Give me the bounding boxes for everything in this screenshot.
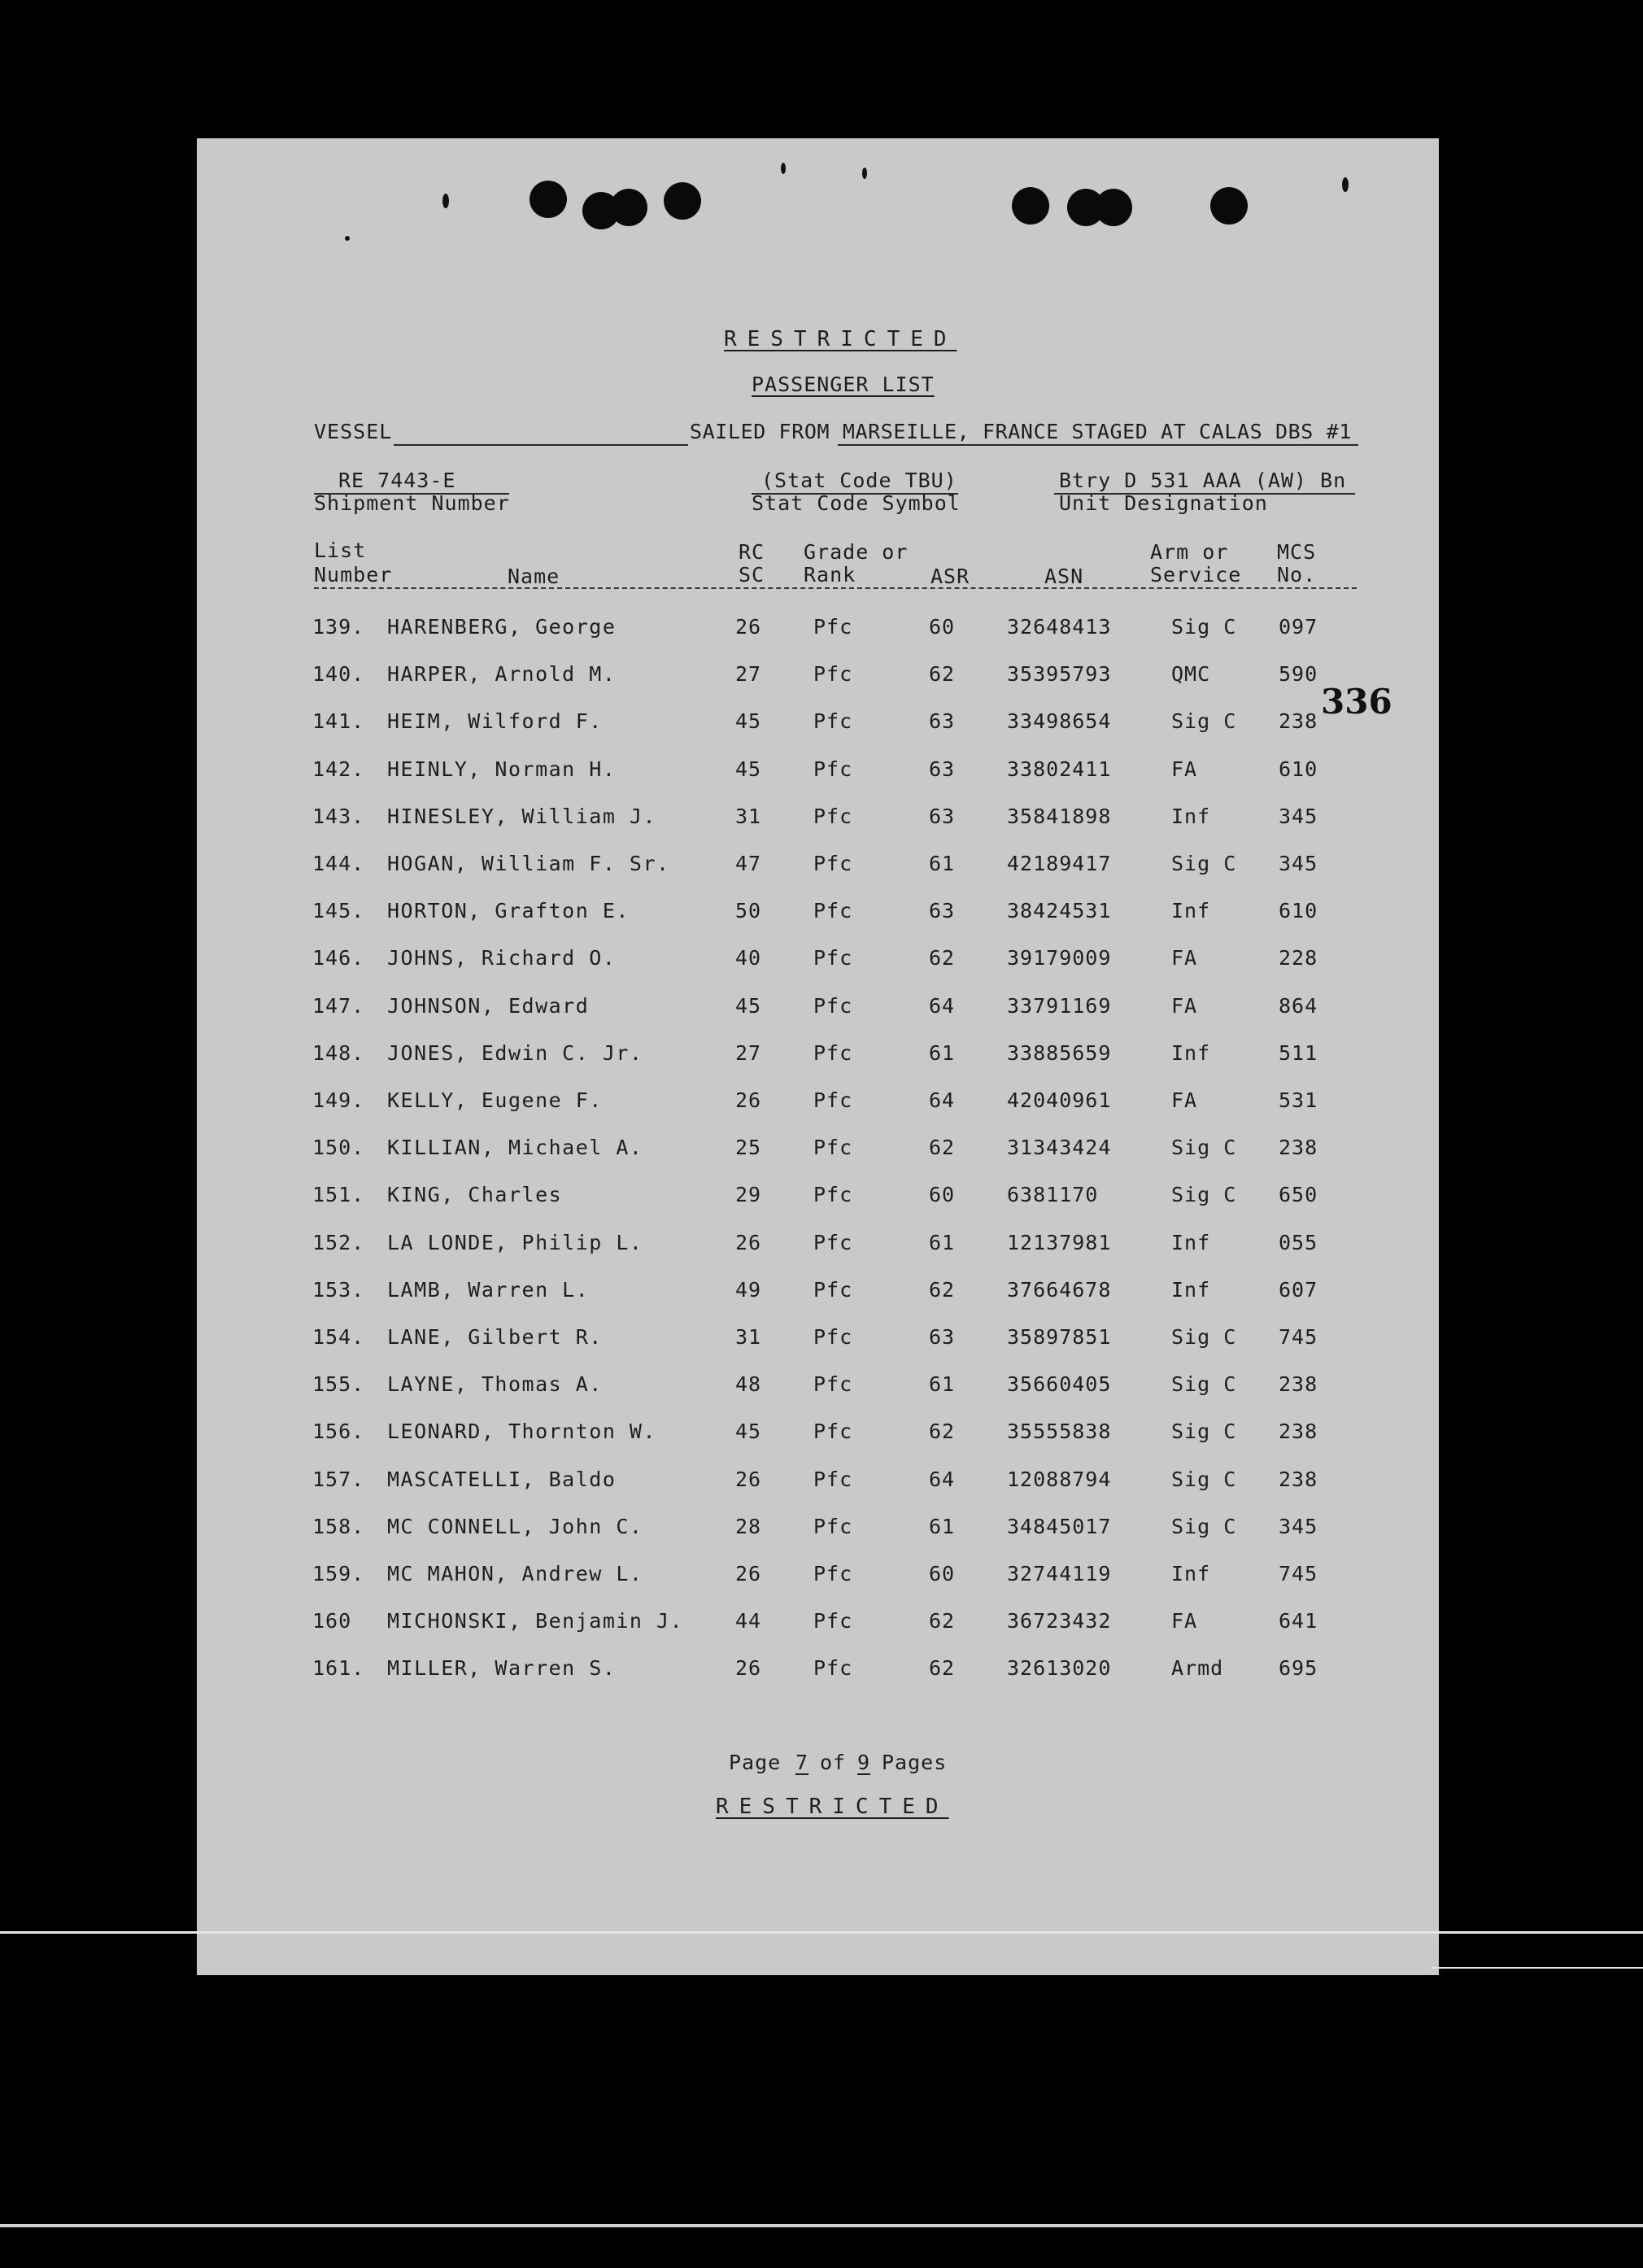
- speck: [1342, 177, 1349, 192]
- punch-hole: [1210, 187, 1248, 225]
- row-mcs-number: 610: [1279, 757, 1318, 781]
- row-rc-sc: 25: [735, 1136, 762, 1159]
- scan-line: [0, 1931, 1643, 1934]
- row-name: MASCATELLI, Baldo: [387, 1468, 617, 1491]
- row-asr: 62: [929, 1609, 956, 1633]
- row-mcs-number: 238: [1279, 1372, 1318, 1396]
- row-arm-service: Sig C: [1171, 1325, 1237, 1349]
- row-asn: 33498654: [1007, 709, 1112, 733]
- row-list-number: 156.: [312, 1420, 365, 1443]
- row-name: HARPER, Arnold M.: [387, 662, 617, 686]
- row-asn: 12088794: [1007, 1468, 1112, 1491]
- row-grade: Pfc: [813, 1183, 853, 1206]
- sailed-from-line: SAILED FROM MARSEILLE, FRANCE STAGED AT CALAS DBS #1: [690, 420, 1352, 443]
- row-list-number: 139.: [312, 615, 365, 639]
- row-grade: Pfc: [813, 1088, 853, 1112]
- row-asr: 62: [929, 946, 956, 970]
- row-mcs-number: 228: [1279, 946, 1318, 970]
- row-asn: 42189417: [1007, 852, 1112, 875]
- row-mcs-number: 590: [1279, 662, 1318, 686]
- col-grade-1: Grade or: [804, 540, 909, 564]
- row-name: LA LONDE, Philip L.: [387, 1231, 643, 1254]
- row-grade: Pfc: [813, 615, 853, 639]
- row-asr: 63: [929, 757, 956, 781]
- document-title: RESTRICTED: [724, 327, 957, 351]
- row-asr: 63: [929, 805, 956, 828]
- row-rc-sc: 45: [735, 994, 762, 1018]
- row-grade: Pfc: [813, 1136, 853, 1159]
- row-name: MICHONSKI, Benjamin J.: [387, 1609, 684, 1633]
- col-mcs-1: MCS: [1277, 540, 1317, 564]
- row-asr: 62: [929, 1420, 956, 1443]
- row-mcs-number: 531: [1279, 1088, 1318, 1112]
- row-rc-sc: 26: [735, 1231, 762, 1254]
- row-name: MC CONNELL, John C.: [387, 1515, 643, 1538]
- row-rc-sc: 26: [735, 1562, 762, 1585]
- row-name: LANE, Gilbert R.: [387, 1325, 603, 1349]
- row-rc-sc: 45: [735, 757, 762, 781]
- row-arm-service: Sig C: [1171, 1183, 1237, 1206]
- row-mcs-number: 238: [1279, 1468, 1318, 1491]
- col-mcs-2: No.: [1277, 563, 1317, 587]
- row-arm-service: Inf: [1171, 1041, 1211, 1065]
- row-list-number: 160: [312, 1609, 352, 1633]
- row-arm-service: Sig C: [1171, 1515, 1237, 1538]
- row-arm-service: Inf: [1171, 899, 1211, 922]
- row-asr: 61: [929, 852, 956, 875]
- speck: [345, 236, 350, 241]
- col-rc-1: RC: [739, 540, 765, 564]
- row-arm-service: Inf: [1171, 1562, 1211, 1585]
- row-rc-sc: 29: [735, 1183, 762, 1206]
- row-asr: 63: [929, 899, 956, 922]
- row-list-number: 155.: [312, 1372, 365, 1396]
- row-name: KING, Charles: [387, 1183, 563, 1206]
- row-grade: Pfc: [813, 662, 853, 686]
- row-asr: 61: [929, 1041, 956, 1065]
- row-asn: 35555838: [1007, 1420, 1112, 1443]
- col-rc-2: SC: [739, 563, 765, 587]
- row-asn: 32744119: [1007, 1562, 1112, 1585]
- row-mcs-number: 864: [1279, 994, 1318, 1018]
- row-asr: 64: [929, 994, 956, 1018]
- row-grade: Pfc: [813, 899, 853, 922]
- row-name: HOGAN, William F. Sr.: [387, 852, 670, 875]
- row-asr: 62: [929, 1136, 956, 1159]
- row-rc-sc: 50: [735, 899, 762, 922]
- row-asr: 61: [929, 1515, 956, 1538]
- row-asn: 38424531: [1007, 899, 1112, 922]
- row-asn: 36723432: [1007, 1609, 1112, 1633]
- row-asn: 12137981: [1007, 1231, 1112, 1254]
- row-arm-service: Sig C: [1171, 1136, 1237, 1159]
- row-arm-service: FA: [1171, 994, 1198, 1018]
- row-arm-service: FA: [1171, 1088, 1198, 1112]
- row-asr: 64: [929, 1468, 956, 1491]
- row-name: MILLER, Warren S.: [387, 1656, 617, 1680]
- page-word: Page: [729, 1751, 782, 1774]
- punch-hole: [664, 182, 701, 220]
- row-grade: Pfc: [813, 757, 853, 781]
- row-arm-service: Inf: [1171, 1231, 1211, 1254]
- row-name: MC MAHON, Andrew L.: [387, 1562, 643, 1585]
- row-rc-sc: 45: [735, 1420, 762, 1443]
- vessel-label: VESSEL: [314, 420, 393, 443]
- row-asn: 33885659: [1007, 1041, 1112, 1065]
- vessel-blank-line: [394, 444, 688, 446]
- row-name: LAYNE, Thomas A.: [387, 1372, 603, 1396]
- document-subtitle: PASSENGER LIST: [752, 373, 935, 396]
- row-arm-service: FA: [1171, 946, 1198, 970]
- row-asn: 6381170: [1007, 1183, 1099, 1206]
- row-asn: 39179009: [1007, 946, 1112, 970]
- row-asr: 60: [929, 1562, 956, 1585]
- row-name: HEIM, Wilford F.: [387, 709, 603, 733]
- row-mcs-number: 745: [1279, 1325, 1318, 1349]
- row-grade: Pfc: [813, 1515, 853, 1538]
- row-asr: 62: [929, 1656, 956, 1680]
- row-rc-sc: 47: [735, 852, 762, 875]
- row-list-number: 150.: [312, 1136, 365, 1159]
- row-mcs-number: 650: [1279, 1183, 1318, 1206]
- row-grade: Pfc: [813, 1041, 853, 1065]
- speck: [862, 168, 867, 179]
- row-grade: Pfc: [813, 1420, 853, 1443]
- page-stamp-number: 336: [1321, 682, 1392, 722]
- of-word: of: [820, 1751, 847, 1774]
- row-arm-service: QMC: [1171, 662, 1211, 686]
- row-list-number: 144.: [312, 852, 365, 875]
- row-mcs-number: 345: [1279, 1515, 1318, 1538]
- row-name: JOHNS, Richard O.: [387, 946, 617, 970]
- col-asr: ASR: [930, 565, 970, 588]
- row-mcs-number: 641: [1279, 1609, 1318, 1633]
- row-grade: Pfc: [813, 994, 853, 1018]
- row-grade: Pfc: [813, 1468, 853, 1491]
- row-list-number: 140.: [312, 662, 365, 686]
- row-rc-sc: 31: [735, 1325, 762, 1349]
- scan-line: [0, 2224, 1643, 2227]
- stat-code-value: (Stat Code TBU): [761, 469, 957, 492]
- col-asn: ASN: [1044, 565, 1084, 588]
- sailed-underline: [838, 444, 1358, 446]
- row-list-number: 158.: [312, 1515, 365, 1538]
- row-asn: 35395793: [1007, 662, 1112, 686]
- row-rc-sc: 27: [735, 662, 762, 686]
- row-asn: 33802411: [1007, 757, 1112, 781]
- punch-hole: [1095, 189, 1132, 226]
- row-list-number: 154.: [312, 1325, 365, 1349]
- row-asn: 35660405: [1007, 1372, 1112, 1396]
- row-asr: 62: [929, 662, 956, 686]
- row-list-number: 149.: [312, 1088, 365, 1112]
- row-rc-sc: 26: [735, 1088, 762, 1112]
- row-mcs-number: 055: [1279, 1231, 1318, 1254]
- row-mcs-number: 610: [1279, 899, 1318, 922]
- row-name: HORTON, Grafton E.: [387, 899, 630, 922]
- row-name: HEINLY, Norman H.: [387, 757, 617, 781]
- row-name: KELLY, Eugene F.: [387, 1088, 603, 1112]
- row-list-number: 143.: [312, 805, 365, 828]
- row-grade: Pfc: [813, 852, 853, 875]
- row-arm-service: Sig C: [1171, 1468, 1237, 1491]
- punch-hole: [1012, 187, 1049, 225]
- row-rc-sc: 45: [735, 709, 762, 733]
- row-asn: 35897851: [1007, 1325, 1112, 1349]
- speck: [442, 194, 449, 208]
- row-arm-service: Inf: [1171, 805, 1211, 828]
- row-list-number: 145.: [312, 899, 365, 922]
- row-rc-sc: 49: [735, 1278, 762, 1302]
- row-mcs-number: 238: [1279, 1136, 1318, 1159]
- row-mcs-number: 238: [1279, 1420, 1318, 1443]
- row-list-number: 161.: [312, 1656, 365, 1680]
- row-asn: 35841898: [1007, 805, 1112, 828]
- row-name: LEONARD, Thornton W.: [387, 1420, 657, 1443]
- row-grade: Pfc: [813, 1278, 853, 1302]
- row-rc-sc: 28: [735, 1515, 762, 1538]
- row-grade: Pfc: [813, 709, 853, 733]
- row-asr: 60: [929, 1183, 956, 1206]
- shipment-number-label: Shipment Number: [314, 491, 510, 515]
- row-mcs-number: 695: [1279, 1656, 1318, 1680]
- row-name: JONES, Edwin C. Jr.: [387, 1041, 643, 1065]
- row-mcs-number: 345: [1279, 852, 1318, 875]
- row-list-number: 153.: [312, 1278, 365, 1302]
- row-grade: Pfc: [813, 946, 853, 970]
- row-arm-service: Inf: [1171, 1278, 1211, 1302]
- col-list-number-1: List: [314, 539, 367, 562]
- shipment-number-value: RE 7443-E: [338, 469, 456, 492]
- row-asr: 62: [929, 1278, 956, 1302]
- row-arm-service: FA: [1171, 757, 1198, 781]
- pages-word: Pages: [882, 1751, 948, 1774]
- row-asn: 31343424: [1007, 1136, 1112, 1159]
- row-rc-sc: 26: [735, 1656, 762, 1680]
- row-rc-sc: 26: [735, 1468, 762, 1491]
- row-name: LAMB, Warren L.: [387, 1278, 590, 1302]
- row-rc-sc: 31: [735, 805, 762, 828]
- row-mcs-number: 097: [1279, 615, 1318, 639]
- row-list-number: 152.: [312, 1231, 365, 1254]
- row-mcs-number: 607: [1279, 1278, 1318, 1302]
- row-list-number: 146.: [312, 946, 365, 970]
- scan-line: [1432, 1967, 1643, 1969]
- row-mcs-number: 745: [1279, 1562, 1318, 1585]
- col-arm-2: Service: [1150, 563, 1242, 587]
- row-asn: 33791169: [1007, 994, 1112, 1018]
- row-grade: Pfc: [813, 1562, 853, 1585]
- header-dashed-rule: [314, 587, 1357, 589]
- punch-hole: [530, 181, 567, 218]
- row-rc-sc: 40: [735, 946, 762, 970]
- row-asn: 32648413: [1007, 615, 1112, 639]
- stat-code-label: Stat Code Symbol: [752, 491, 961, 515]
- row-asr: 63: [929, 1325, 956, 1349]
- row-arm-service: Sig C: [1171, 615, 1237, 639]
- row-grade: Pfc: [813, 1609, 853, 1633]
- row-asn: 32613020: [1007, 1656, 1112, 1680]
- row-grade: Pfc: [813, 1372, 853, 1396]
- unit-designation-value: Btry D 531 AAA (AW) Bn: [1059, 469, 1347, 492]
- speck: [781, 163, 786, 174]
- row-asn: 42040961: [1007, 1088, 1112, 1112]
- row-list-number: 142.: [312, 757, 365, 781]
- row-grade: Pfc: [813, 805, 853, 828]
- col-arm-1: Arm or: [1150, 540, 1229, 564]
- row-asr: 64: [929, 1088, 956, 1112]
- row-rc-sc: 26: [735, 615, 762, 639]
- row-mcs-number: 238: [1279, 709, 1318, 733]
- punch-hole: [610, 189, 647, 226]
- row-asn: 37664678: [1007, 1278, 1112, 1302]
- row-name: KILLIAN, Michael A.: [387, 1136, 643, 1159]
- unit-designation-label: Unit Designation: [1059, 491, 1268, 515]
- row-grade: Pfc: [813, 1656, 853, 1680]
- row-rc-sc: 48: [735, 1372, 762, 1396]
- row-list-number: 141.: [312, 709, 365, 733]
- row-rc-sc: 27: [735, 1041, 762, 1065]
- row-arm-service: FA: [1171, 1609, 1198, 1633]
- row-asn: 34845017: [1007, 1515, 1112, 1538]
- row-asr: 61: [929, 1231, 956, 1254]
- row-list-number: 151.: [312, 1183, 365, 1206]
- page-current: 7: [795, 1751, 809, 1774]
- row-name: HARENBERG, George: [387, 615, 617, 639]
- row-mcs-number: 345: [1279, 805, 1318, 828]
- row-grade: Pfc: [813, 1325, 853, 1349]
- row-list-number: 157.: [312, 1468, 365, 1491]
- col-grade-2: Rank: [804, 563, 856, 587]
- row-rc-sc: 44: [735, 1609, 762, 1633]
- row-list-number: 159.: [312, 1562, 365, 1585]
- row-arm-service: Armd: [1171, 1656, 1224, 1680]
- row-arm-service: Sig C: [1171, 1372, 1237, 1396]
- page-total: 9: [857, 1751, 871, 1774]
- row-name: JOHNSON, Edward: [387, 994, 590, 1018]
- footer-restricted: RESTRICTED: [716, 1795, 949, 1819]
- row-arm-service: Sig C: [1171, 1420, 1237, 1443]
- row-list-number: 147.: [312, 994, 365, 1018]
- row-arm-service: Sig C: [1171, 709, 1237, 733]
- col-name: Name: [508, 565, 560, 588]
- row-asr: 63: [929, 709, 956, 733]
- row-list-number: 148.: [312, 1041, 365, 1065]
- row-arm-service: Sig C: [1171, 852, 1237, 875]
- row-name: HINESLEY, William J.: [387, 805, 657, 828]
- row-mcs-number: 511: [1279, 1041, 1318, 1065]
- row-asr: 60: [929, 615, 956, 639]
- row-grade: Pfc: [813, 1231, 853, 1254]
- row-asr: 61: [929, 1372, 956, 1396]
- col-list-number-2: Number: [314, 563, 393, 587]
